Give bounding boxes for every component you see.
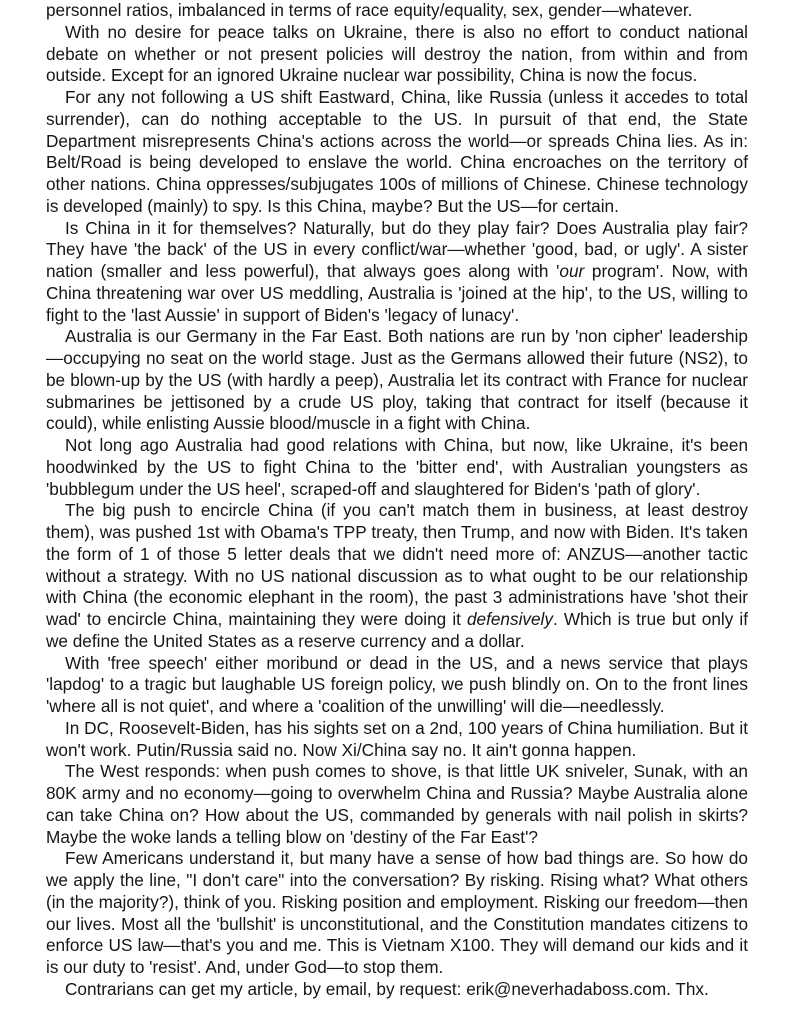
emphasis-text: our	[559, 261, 585, 281]
text-run: In DC, Roosevelt-Biden, has his sights set on a 2nd, 100 years of China humiliation. But it won't work. Putin/Russia said no. Now Xi/China say no. It ain't gonna happen.	[46, 717, 748, 760]
text-run: Few Americans understand it, but many have a sense of how bad things are. So how do we apply the line, "I don't care" into the conversation? By risking. Rising what? What others (in the majority?), think of you. Risking position and employment. Risking our freedom—then our lives. Most all the 'bullshit' is unconstitutional, and the Constitution mandates citizens to enforce US law—that's you and me. This is Vietnam X100. They will demand our kids and it is our duty to 'resist'. And, under God—to stop them.	[46, 848, 748, 977]
paragraph	[46, 22, 748, 87]
text-run: With no desire for peace talks on Ukraine, there is also no effort to conduct national debate on whether or not present policies will destroy the nation, from within and from outside. Except for an ignored Ukraine nuclear war possibility, China is now the focus.	[46, 21, 748, 86]
paragraph	[46, 653, 748, 718]
paragraph	[46, 87, 748, 218]
text-run: The big push to encircle China (if you can't match them in business, at least destroy them), was pushed 1st with Obama's TPP treaty, then Trump, and now with Biden. It's taken the form of 1 of those 5 letter deals that we didn't need more of: ANZUS—another tactic without a strategy. With no US national discussion as to what ought to be our relationship with China (the economic elephant in the room), the past 3 administrations have 'shot their wad' to encircle China, maintaining they were doing it	[46, 500, 748, 629]
emphasis-text: defensively	[466, 609, 553, 629]
text-run: . Which is true but only if we define the United States as a reserve currency and a dollar.	[46, 609, 748, 651]
text-run: Contrarians can get my article, by email, by request: erik@neverhadaboss.com. Thx.	[65, 978, 709, 999]
paragraph	[46, 848, 748, 979]
text-run: program'. Now, with China threatening war over US meddling, Australia is 'joined at the hip', to the US, willing to fight to the 'last Aussie' in support of Biden's 'legacy of lunacy'.	[46, 261, 748, 325]
text-run: With 'free speech' either moribund or dead in the US, and a news service that plays 'lapdog' to a tragic but laughable US foreign policy, we push blindly on. On to the front lines 'where all is not quiet', and where a 'coalition of the unwilling' will die—needlessly.	[46, 652, 748, 716]
text-run: The West responds: when push comes to shove, is that little UK sniveler, Sunak, with an 80K army and no economy—going to overwhelm China and Russia? Maybe Australia alone can take China on? How about the US, commanded by generals with nail polish in skirts? Maybe the woke lands a telling blow on 'destiny of the Far East'?	[46, 761, 748, 847]
text-run: For any not following a US shift Eastward, China, like Russia (unless it accedes to total surrender), can do nothing acceptable to the US. In pursuit of that end, the State Department misrepresents China's actions across the world—or spreads China lies. As in: Belt/Road is being developed to enslave the world. China encroaches on the territory of other nations. China oppresses/subjugates 100s of millions of Chinese. Chinese technology is developed (mainly) to spy. Is this China, maybe? But the US—for certain.	[46, 87, 748, 216]
paragraph	[46, 435, 748, 500]
text-run: Australia is our Germany in the Far East. Both nations are run by 'non cipher' leadership—occupying no seat on the world stage. Just as the Germans allowed their future (NS2), to be blown-up by the US (with hardly a peep), Australia let its contract with France for nuclear submarines be jettisoned by a crude US ploy, taking that contract for itself (because it could), while enlisting Aussie blood/muscle in a fight with China.	[46, 326, 748, 434]
paragraph	[46, 0, 748, 22]
paragraph	[46, 326, 748, 435]
paragraph	[46, 500, 748, 652]
paragraph	[46, 761, 748, 848]
paragraph	[46, 718, 748, 762]
paragraph	[46, 979, 748, 1001]
text-run: Is China in it for themselves? Naturally, but do they play fair? Does Australia play fair? They have 'the back' of the US in every conflict/war—whether 'good, bad, or ugly'. A sister nation (smaller and less powerful), that always goes along with '	[46, 217, 748, 281]
paragraph	[46, 218, 748, 327]
text-run: Not long ago Australia had good relations with China, but now, like Ukraine, it's been hoodwinked by the US to fight China to the 'bitter end', with Australian youngsters as 'bubblegum under the US heel', scraped-off and slaughtered for Biden's 'path of glory'.	[46, 435, 748, 499]
text-run: personnel ratios, imbalanced in terms of race equity/equality, sex, gender—whatever.	[46, 0, 693, 20]
